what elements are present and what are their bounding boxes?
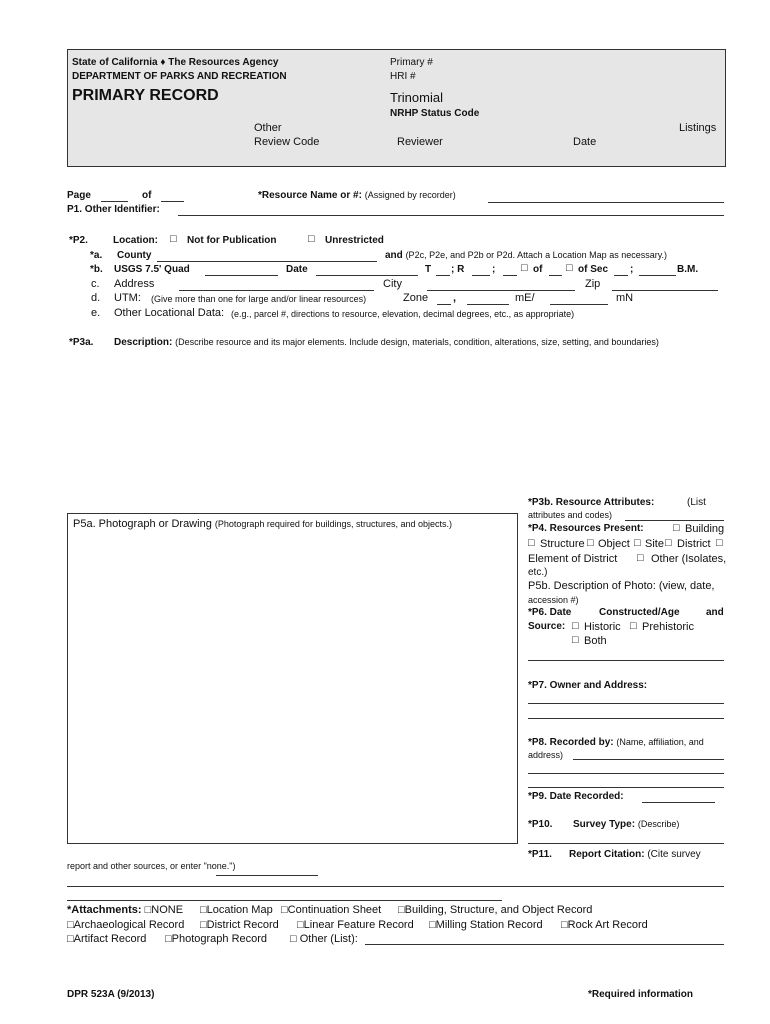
- object-label: Object: [598, 538, 630, 550]
- address-label: Address: [114, 278, 155, 290]
- prehistoric-label: Prehistoric: [642, 621, 694, 633]
- quarter2-field[interactable]: [549, 275, 562, 276]
- owner-line-1[interactable]: [528, 703, 724, 704]
- both-label: Both: [584, 635, 607, 647]
- district-checkbox[interactable]: □: [665, 537, 672, 549]
- usgs-date-label: Date: [286, 264, 308, 275]
- hri-number-label: HRI #: [390, 71, 416, 82]
- p7-label: *P7. Owner and Address:: [528, 680, 648, 691]
- p6-label: *P6. Date: [528, 607, 572, 618]
- p5b-label: P5b. Description of Photo: (view, date,: [528, 580, 715, 592]
- description-field[interactable]: [67, 352, 724, 492]
- usgs-date-field[interactable]: [316, 275, 418, 276]
- other-attachment-field[interactable]: [365, 944, 724, 945]
- of-label: of: [142, 190, 152, 201]
- survey-type-field[interactable]: [528, 843, 724, 844]
- building-checkbox[interactable]: □: [673, 522, 680, 534]
- unrestricted-checkbox[interactable]: □: [308, 233, 315, 245]
- artifact-record-option[interactable]: □Artifact Record: [67, 933, 147, 945]
- listings-label: Listings: [679, 122, 717, 134]
- usgs-quad-field[interactable]: [205, 275, 278, 276]
- county-label: County: [117, 250, 152, 261]
- quarter2-checkbox[interactable]: □: [566, 262, 573, 274]
- required-info-note: *Required information: [588, 989, 694, 1000]
- p2b-label: *b.: [90, 264, 103, 275]
- etc-label: etc.): [528, 567, 548, 578]
- trinomial-label: Trinomial: [390, 90, 443, 105]
- continuation-sheet-option[interactable]: □Continuation Sheet: [281, 904, 382, 916]
- p6-constructed-label: Constructed/Age: [599, 607, 680, 618]
- location-map-option[interactable]: □Location Map: [200, 904, 273, 916]
- both-checkbox[interactable]: □: [572, 634, 579, 646]
- site-label: Site: [645, 538, 664, 550]
- utm-label: UTM:: [114, 292, 141, 304]
- county-hint: and (P2c, P2e, and P2b or P2d. Attach a Location Map as necessary.): [385, 250, 668, 261]
- p8-label: *P8. Recorded by: (Name, affiliation, and: [528, 737, 704, 748]
- address-field[interactable]: [179, 290, 374, 291]
- report-citation-field[interactable]: [216, 875, 318, 876]
- p2c-label: c.: [91, 278, 100, 290]
- location-label: Location:: [113, 235, 158, 246]
- photograph-label: P5a. Photograph or Drawing (Photograph required for buildings, structures, and objects.): [73, 518, 453, 530]
- other-resource-label: Other (Isolates,: [651, 553, 727, 565]
- attributes-field[interactable]: [625, 520, 724, 521]
- none-checkbox[interactable]: □: [144, 904, 152, 916]
- page-number-field[interactable]: [101, 201, 128, 202]
- p9-label: *P9. Date Recorded:: [528, 791, 624, 802]
- form-id: DPR 523A (9/2013): [67, 989, 155, 1000]
- p8-hint: address): [528, 750, 564, 760]
- quarter-checkbox[interactable]: □: [521, 262, 528, 274]
- p3b-hint2: attributes and codes): [528, 510, 613, 520]
- quarter-field[interactable]: [503, 275, 517, 276]
- description-label: Description: (Describe resource and its major elements. Include design, materials, condition, alterations, size, setting, and boundaries): [114, 337, 659, 348]
- recorded-by-line-3[interactable]: [528, 787, 724, 788]
- department-name: DEPARTMENT OF PARKS AND RECREATION: [72, 71, 287, 82]
- p6-and-label: and: [706, 607, 724, 618]
- report-citation-line-2[interactable]: [67, 886, 724, 887]
- structure-label: Structure: [540, 538, 585, 550]
- section-field[interactable]: [614, 275, 628, 276]
- survey-type-label: Survey Type: (Describe): [573, 819, 680, 830]
- township-field[interactable]: [436, 275, 450, 276]
- p10-label: *P10.: [528, 819, 553, 830]
- owner-line-2[interactable]: [528, 718, 724, 719]
- report-citation-label: Report Citation: (Cite survey: [569, 849, 701, 860]
- easting-field[interactable]: [467, 304, 509, 305]
- prehistoric-checkbox[interactable]: □: [630, 620, 637, 632]
- report-citation-line-3[interactable]: [67, 900, 502, 901]
- unrestricted-label: Unrestricted: [325, 235, 384, 246]
- resource-name-field[interactable]: [488, 202, 724, 203]
- review-code-label: Review Code: [254, 136, 320, 148]
- northing-label: mN: [616, 292, 634, 304]
- zip-label: Zip: [585, 278, 601, 290]
- date-recorded-field[interactable]: [642, 802, 715, 803]
- structure-checkbox[interactable]: □: [528, 537, 535, 549]
- p11-label: *P11.: [528, 849, 552, 860]
- date-label: Date: [573, 136, 597, 148]
- usgs-quad-label: USGS 7.5' Quad: [114, 264, 190, 275]
- p6-source-label: Source:: [528, 621, 566, 632]
- recorded-by-line-2[interactable]: [528, 773, 724, 774]
- p4-label: *P4. Resources Present:: [528, 523, 644, 534]
- base-meridian-label: B.M.: [677, 264, 699, 275]
- historic-checkbox[interactable]: □: [572, 620, 579, 632]
- range-field[interactable]: [472, 275, 490, 276]
- other-identifier-field[interactable]: [178, 215, 724, 216]
- nrhp-status-label: NRHP Status Code: [390, 108, 480, 119]
- p3b-hint: (List: [687, 497, 706, 508]
- city-label: City: [383, 278, 402, 290]
- archaeological-record-option[interactable]: □Archaeological Record: [67, 919, 185, 931]
- county-field[interactable]: [157, 261, 377, 262]
- date-source-field[interactable]: [528, 660, 724, 661]
- page-label: Page: [67, 190, 91, 201]
- agency-line: State of California ♦ The Resources Agency: [72, 57, 279, 68]
- page-total-field[interactable]: [161, 201, 184, 202]
- other-attachment-option[interactable]: □ Other (List):: [290, 933, 358, 945]
- city-field[interactable]: [427, 290, 575, 291]
- resource-name-label: *Resource Name or #: (Assigned by recorder): [258, 190, 456, 201]
- p3a-label: *P3a.: [69, 337, 94, 348]
- p3b-label: *P3b. Resource Attributes:: [528, 497, 655, 508]
- p2d-label: d.: [91, 292, 101, 304]
- northing-field[interactable]: [550, 304, 608, 305]
- township-label: T: [425, 264, 432, 275]
- primary-number-label: Primary #: [390, 57, 433, 68]
- base-meridian-field[interactable]: [639, 275, 676, 276]
- attachments-row-1: *Attachments: □NONE: [67, 904, 184, 916]
- range-label: ; R: [451, 264, 465, 275]
- photograph-record-option[interactable]: □Photograph Record: [165, 933, 268, 945]
- report-citation-hint: report and other sources, or enter "none."): [67, 861, 236, 871]
- not-for-publication-checkbox[interactable]: □: [170, 233, 177, 245]
- p5b-hint: accession #): [528, 595, 579, 605]
- linear-feature-record-option[interactable]: □Linear Feature Record: [297, 919, 414, 931]
- page-title: PRIMARY RECORD: [72, 87, 219, 104]
- milling-station-record-option[interactable]: □Milling Station Record: [429, 919, 543, 931]
- site-checkbox[interactable]: □: [634, 537, 641, 549]
- p2e-label: e.: [91, 307, 101, 319]
- reviewer-label: Reviewer: [397, 136, 443, 148]
- photograph-box[interactable]: [67, 513, 518, 844]
- district-label: District: [677, 538, 711, 550]
- zone-label: Zone: [403, 292, 429, 304]
- utm-hint: (Give more than one for large and/or linear resources): [151, 294, 367, 304]
- building-record-option[interactable]: □Building, Structure, and Object Record: [398, 904, 593, 916]
- district-extra-checkbox[interactable]: □: [716, 537, 723, 549]
- historic-label: Historic: [584, 621, 621, 633]
- p2a-label: *a.: [90, 250, 103, 261]
- of-sec-label: of Sec: [578, 264, 609, 275]
- not-for-publication-label: Not for Publication: [187, 235, 277, 246]
- zip-field[interactable]: [612, 290, 718, 291]
- other-resource-checkbox[interactable]: □: [637, 552, 644, 564]
- other-identifier-label: P1. Other Identifier:: [67, 204, 160, 215]
- other-label: Other: [254, 122, 282, 134]
- quarter-of-label: of: [533, 264, 543, 275]
- object-checkbox[interactable]: □: [587, 537, 594, 549]
- other-locational-label: Other Locational Data:: [114, 307, 225, 319]
- rock-art-record-option[interactable]: □Rock Art Record: [561, 919, 648, 931]
- building-label: Building: [685, 523, 725, 535]
- district-record-option[interactable]: □District Record: [200, 919, 279, 931]
- other-locational-hint: (e.g., parcel #, directions to resource, elevation, decimal degrees, etc., as appropriate): [231, 309, 575, 319]
- zone-field[interactable]: [437, 304, 451, 305]
- element-of-district-label: Element of District: [528, 553, 618, 565]
- p2-label: *P2.: [69, 235, 88, 246]
- easting-label: mE/: [515, 292, 535, 304]
- recorded-by-line-1[interactable]: [573, 759, 724, 760]
